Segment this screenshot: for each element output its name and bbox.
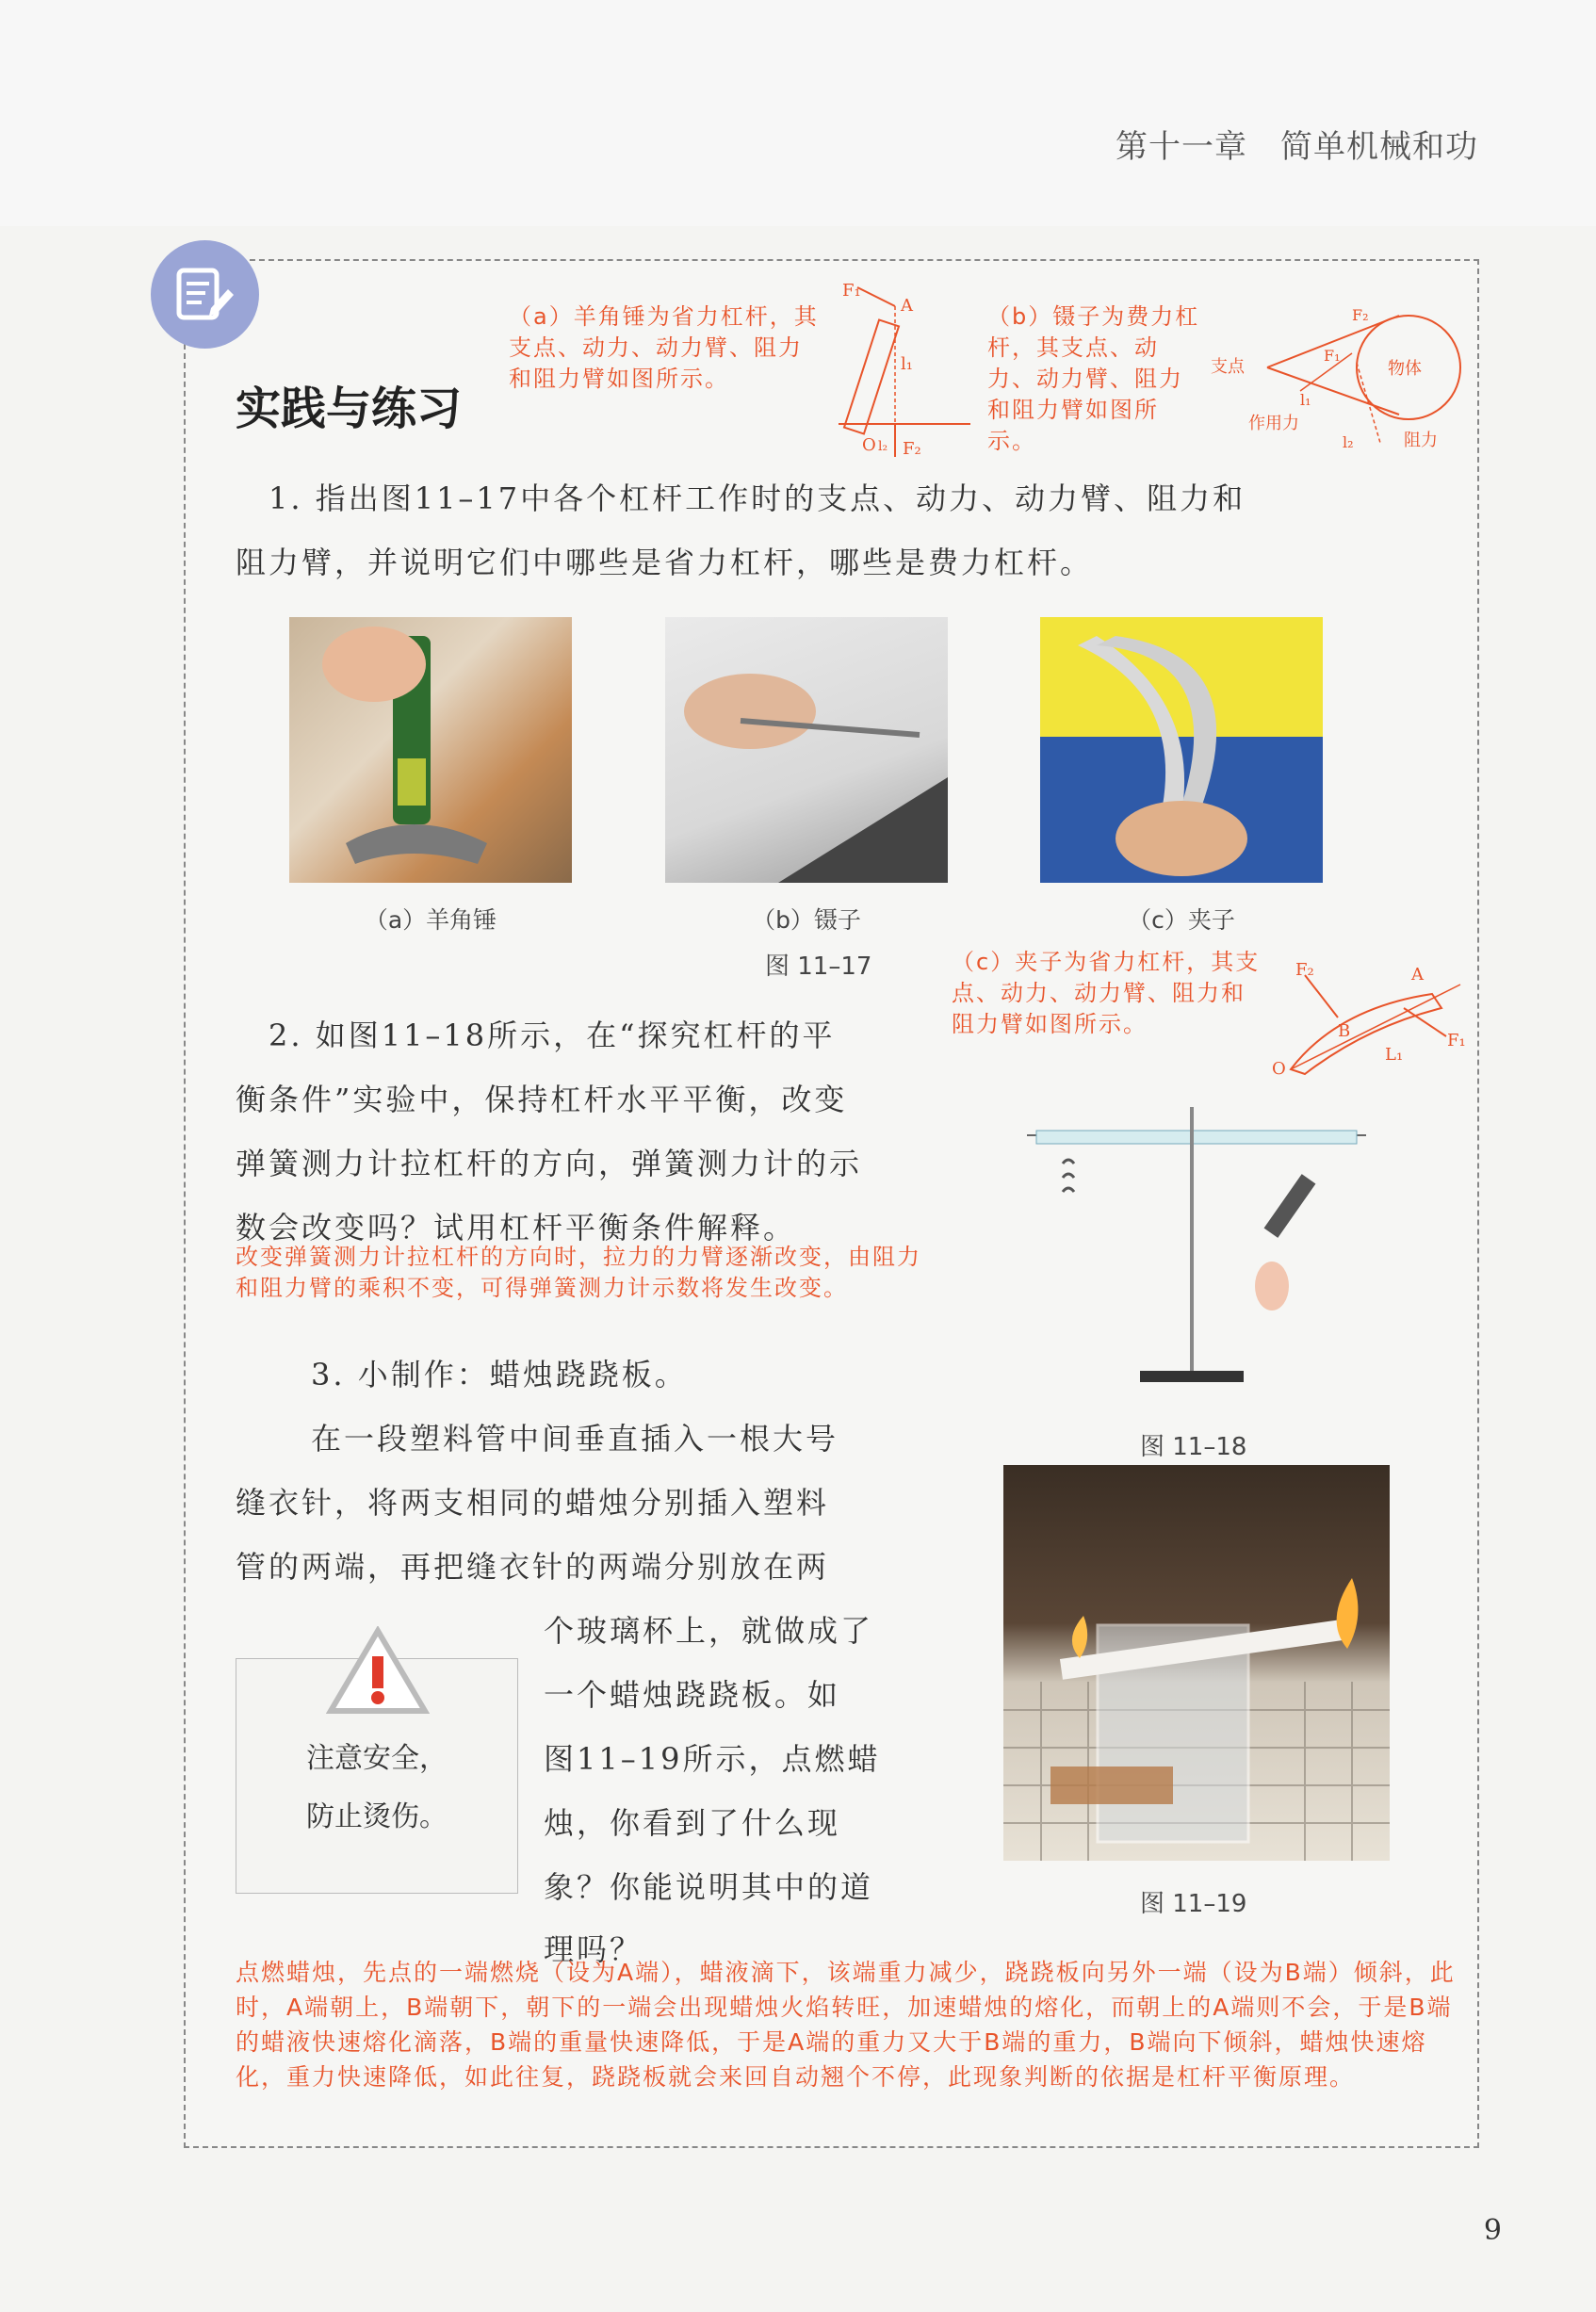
q3-line7: 烛，你看到了什么现 xyxy=(544,1805,841,1841)
page-number: 9 xyxy=(1483,2214,1502,2247)
photo-clip xyxy=(1040,617,1323,883)
annotation-b: （b）镊子为费力杠杆，其支点、动力、动力臂、阻力和阻力臂如图所示。 xyxy=(987,303,1200,454)
label-F2: F₂ xyxy=(1295,960,1314,980)
q3-line9: 理吗？ xyxy=(544,1931,643,1967)
q3-line4: 个玻璃杯上，就做成了 xyxy=(544,1613,874,1649)
warning-line1: 注意安全， xyxy=(306,1742,448,1775)
warning-line2: 防止烫伤。 xyxy=(306,1800,448,1833)
label-F1: F₁ xyxy=(842,283,861,301)
clip-lever-diagram xyxy=(1262,952,1470,1083)
q2-line1: 2. 如图11–18所示，在“探究杠杆的平 xyxy=(269,1018,836,1053)
q2-line2: 衡条件”实验中，保持杠杆水平平衡，改变 xyxy=(236,1082,848,1117)
label-effort: 作用力 xyxy=(1248,414,1299,433)
q3-line6: 图11–19所示，点燃蜡 xyxy=(544,1741,881,1777)
q1-line2: 阻力臂，并说明它们中哪些是省力杠杆，哪些是费力杠杆。 xyxy=(236,545,1094,580)
label-F2-top: F₂ xyxy=(1352,306,1369,324)
label-l1: l₁ xyxy=(901,354,913,374)
safety-warning-box xyxy=(236,1658,518,1894)
label-F1: F₁ xyxy=(1324,347,1341,365)
q3-title: 3. 小制作：蜡烛跷跷板。 xyxy=(311,1357,688,1392)
photo-candle-seesaw xyxy=(1003,1465,1390,1861)
label-B: B xyxy=(1338,1021,1351,1041)
q3-line2: 缝衣针，将两支相同的蜡烛分别插入塑料 xyxy=(236,1485,830,1521)
label-F2: F₂ xyxy=(903,439,921,459)
exercise-icon xyxy=(151,240,259,349)
photo-tweezers xyxy=(665,617,948,883)
q3-answer: 点燃蜡烛，先点的一端燃烧（设为A端），蜡液滴下，该端重力减少，跷跷板向另外一端（设为B端）倾斜，此时，A端朝上，B端朝下，朝下的一端会出现蜡烛火焰转旺，加速蜡烛的熔化，而朝上的A端则不会，于是B端的蜡液快速熔化滴落，B端的重量快速降低，于是A端的重力又大于B端的重力，B端向下倾斜，蜡烛快速熔化，重力快速降低，如此往复，跷跷板就会来回自动翘个不停，此现象判断的依据是杠杆平衡原理。 xyxy=(236,1959,1456,2091)
q3-line3: 管的两端，再把缝衣针的两端分别放在两 xyxy=(236,1549,830,1585)
q3-line1: 在一段塑料管中间垂直插入一根大号 xyxy=(311,1421,839,1457)
tweezers-lever-diagram xyxy=(1211,287,1479,462)
q3-line8: 象？你能说明其中的道 xyxy=(544,1869,874,1905)
q2-line3: 弹簧测力计拉杠杆的方向，弹簧测力计的示 xyxy=(236,1146,863,1181)
label-O: O xyxy=(862,435,876,455)
label-l2: l₂ xyxy=(1343,433,1354,451)
warning-icon xyxy=(326,1626,430,1716)
q3-line5: 一个蜡烛跷跷板。如 xyxy=(544,1677,841,1713)
hammer-lever-diagram xyxy=(829,283,980,462)
caption-b: （b）镊子 xyxy=(752,906,861,934)
figure-11-18-label: 图 11–18 xyxy=(1140,1433,1247,1461)
caption-c: （c）夹子 xyxy=(1128,906,1235,934)
annotation-a: （a）羊角锤为省力杠杆，其支点、动力、动力臂、阻力和阻力臂如图所示。 xyxy=(509,303,819,392)
label-A: A xyxy=(1411,965,1424,985)
section-title: 实践与练习 xyxy=(236,383,463,435)
figure-11-19-label: 图 11–19 xyxy=(1140,1890,1247,1918)
label-fulcrum: 支点 xyxy=(1211,357,1245,377)
photo-claw-hammer xyxy=(289,617,572,883)
label-F1: F₁ xyxy=(1447,1031,1466,1050)
label-object: 物体 xyxy=(1388,359,1422,379)
label-resistance: 阻力 xyxy=(1404,431,1438,450)
label-l2: l₂ xyxy=(878,439,888,454)
q2-answer: 改变弹簧测力计拉杠杆的方向时，拉力的力臂逐渐改变，由阻力和阻力臂的乘积不变，可得弹簧测力计示数将发生改变。 xyxy=(236,1244,921,1301)
annotation-c: （c）夹子为省力杠杆，其支点、动力、动力臂、阻力和阻力臂如图所示。 xyxy=(952,949,1261,1037)
lever-apparatus-illustration xyxy=(1018,1098,1376,1399)
q1-line1: 1. 指出图11–17中各个杠杆工作时的支点、动力、动力臂、阻力和 xyxy=(269,480,1246,516)
q2-line4: 数会改变吗？试用杠杆平衡条件解释。 xyxy=(236,1210,797,1246)
label-O: O xyxy=(1272,1059,1286,1079)
page-header xyxy=(0,0,1596,226)
label-A: A xyxy=(901,296,913,316)
label-l1: l₁ xyxy=(1300,391,1311,409)
figure-11-17-label: 图 11–17 xyxy=(765,952,872,981)
label-L1: L₁ xyxy=(1385,1045,1404,1065)
chapter-title: 第十一章 简单机械和功 xyxy=(1116,128,1478,166)
caption-a: （a）羊角锤 xyxy=(364,906,497,934)
